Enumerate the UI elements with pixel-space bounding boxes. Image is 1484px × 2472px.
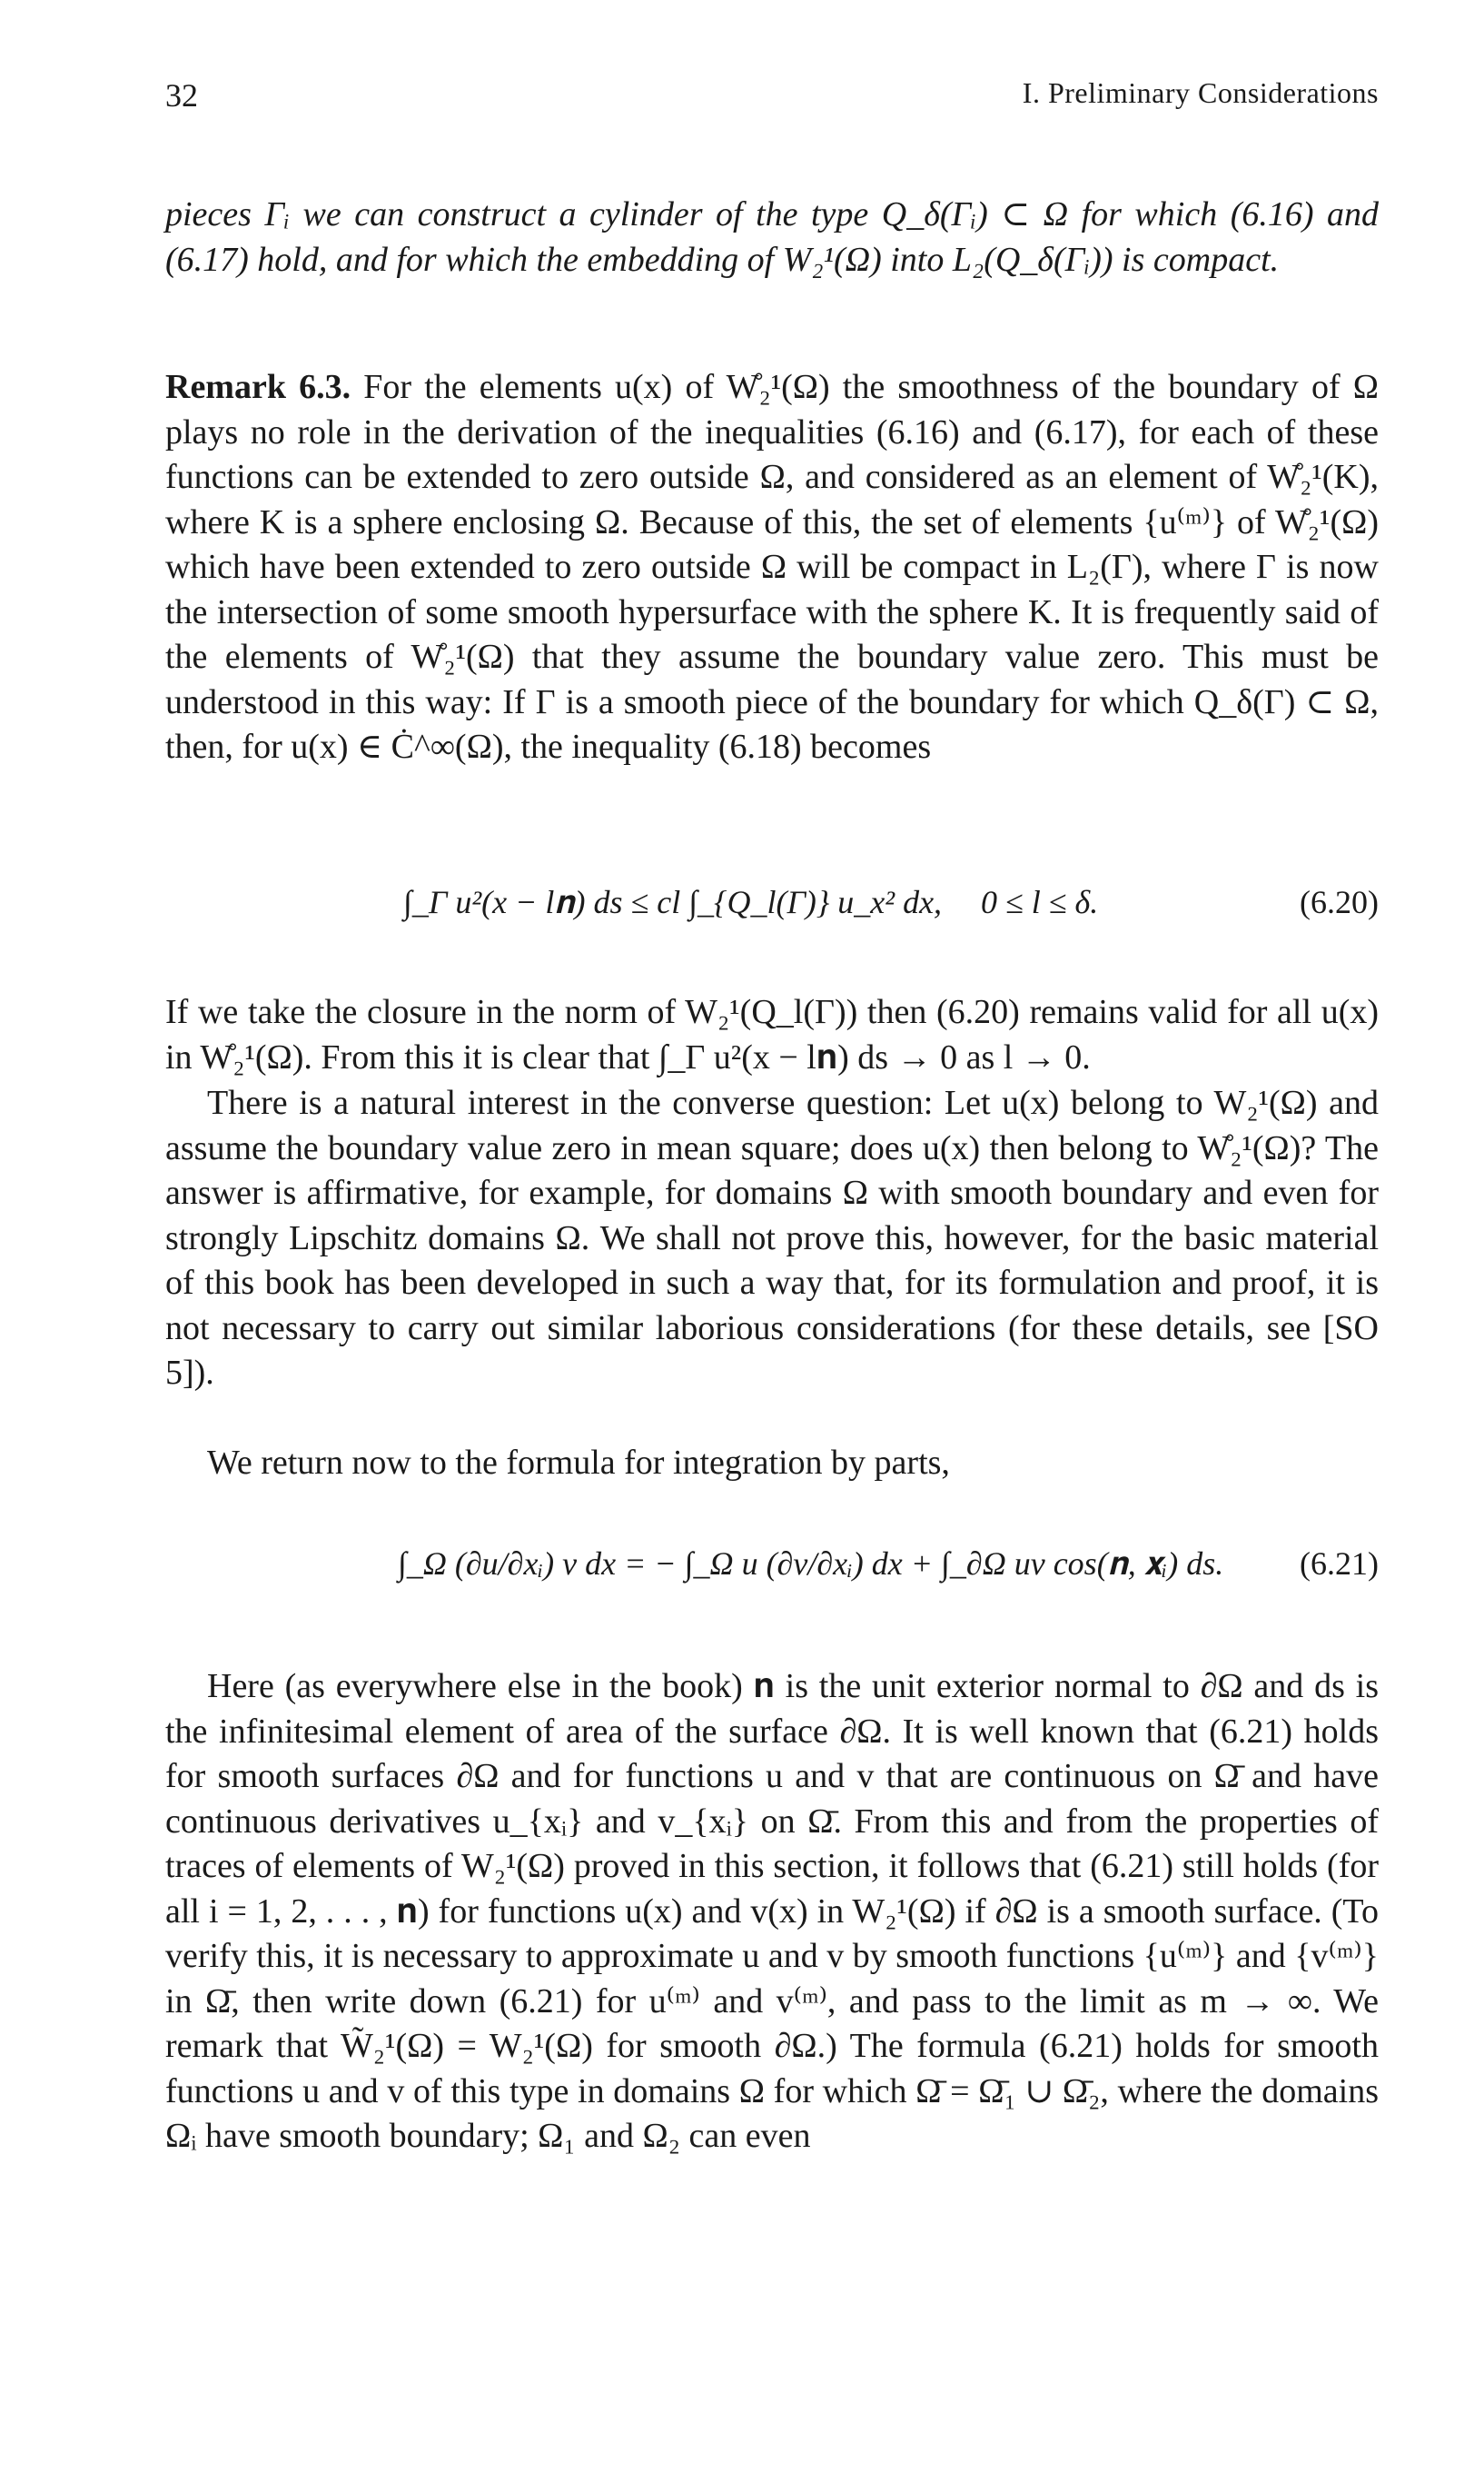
paragraph-6: Here (as everywhere else in the book) 𝐧 is the unit exterior normal to ∂Ω and ds is the infinitesimal element of area of the surface ∂Ω. It is well known that (6.21) holds for smooth surfaces ∂Ω and for functions u and v that are continuous on Ω̄ and have continuous derivatives u_{xᵢ} and v_{xᵢ} on Ω̄. From this and from the properties of traces of elements of W₂¹(Ω) proved in this section, it follows that (6.21) still holds (for all i = 1, 2, . . . , 𝐧) for functions u(x) and v(x) in W₂¹(Ω) if ∂Ω is a smooth surface. (To verify this, it is necessary to approximate u and v by smooth functions {u⁽ᵐ⁾} and {v⁽ᵐ⁾} in Ω̄, then write down (6.21) for u⁽ᵐ⁾ and v⁽ᵐ⁾, and pass to the limit as m → ∞. We remark that W̃₂¹(Ω) = W₂¹(Ω) for smooth ∂Ω.) The formula (6.21) holds for smooth functions u and v of this type in domains Ω for which Ω̄ = Ω̄₁ ∪ Ω̄₂, where the domains Ωᵢ have smooth boundary; Ω₁ and Ω₂ can even: [165, 1667, 1379, 2155]
paragraph-4: There is a natural interest in the converse question: Let u(x) belong to W₂¹(Ω) and assume the boundary value zero in mean square; does u(x) then belong to W̊₂¹(Ω)? The answer is affirmative, for example, for domains Ω with smooth boundary and even for strongly Lipschitz domains Ω. We shall not prove this, however, for the basic material of this book has been developed in such a way that, for its formulation and proof, it is not necessary to carry out similar laborious considerations (for these details, see [SO 5]).: [165, 1084, 1379, 1392]
paragraph-block-4: [165, 1081, 1379, 1396]
theorem-continuation: [165, 193, 1379, 283]
running-head: I. Preliminary Considerations: [1022, 76, 1379, 109]
paragraph-block-5: [165, 1441, 1379, 1486]
paragraph-2: [165, 365, 1379, 770]
paragraph-5: We return now to the formula for integration by parts,: [207, 1444, 950, 1482]
page-header: [165, 76, 1379, 122]
remark-6-3: [165, 365, 1379, 770]
paragraph-1: pieces Γᵢ we can construct a cylinder of the type Q_δ(Γᵢ) ⊂ Ω for which (6.16) and (6.17) hold, and for which the embedding of W₂¹(Ω) into L₂(Q_δ(Γᵢ)) is compact.: [165, 195, 1379, 279]
equation-6-20-number: (6.20): [1300, 884, 1379, 920]
remark-text: For the elements u(x) of W̊₂¹(Ω) the smoothness of the boundary of Ω plays no role in the derivation of the inequalities (6.16) and (6.17), for each of these functions can be extended to zero outside Ω, and considered as an element of W̊₂¹(K), where K is a sphere enclosing Ω. Because of this, the set of elements {u⁽ᵐ⁾} of W̊₂¹(Ω) which have been extended to zero outside Ω will be compact in L₂(Γ), where Γ is now the intersection of some smooth hypersurface with the sphere K. It is frequently said of the elements of W̊₂¹(Ω) that they assume the boundary value zero. This must be understood in this way: If Γ is a smooth piece of the boundary for which Q_δ(Γ) ⊂ Ω, then, for u(x) ∈ Ċ^∞(Ω), the inequality (6.18) becomes: [165, 368, 1379, 766]
equation-6-20-condition: 0 ≤ l ≤ δ.: [981, 884, 1099, 920]
book-page: [165, 0, 1379, 2472]
paragraph-block-6: [165, 1664, 1379, 2159]
paragraph-3: If we take the closure in the norm of W₂¹(Q_l(Γ)) then (6.20) remains valid for all u(x) in W̊₂¹(Ω). From this it is clear that ∫_Γ u²(x − l𝐧) ds → 0 as l → 0.: [165, 993, 1379, 1077]
equation-6-21-formula: ∫_Ω (∂u/∂xᵢ) v dx = − ∫_Ω u (∂v/∂xᵢ) dx + ∫_∂Ω uv cos(𝐧, 𝐱ᵢ) ds.: [398, 1545, 1224, 1582]
equation-6-21: [165, 1544, 1379, 1635]
paragraph-block-3: [165, 990, 1379, 1080]
remark-label: Remark 6.3.: [165, 368, 351, 406]
equation-6-21-number: (6.21): [1300, 1545, 1379, 1582]
equation-6-20: [165, 883, 1379, 974]
equation-6-20-formula: ∫_Γ u²(x − l𝐧) ds ≤ cl ∫_{Q_l(Γ)} u_x² dx,: [403, 884, 943, 920]
page-number: 32: [165, 77, 198, 114]
